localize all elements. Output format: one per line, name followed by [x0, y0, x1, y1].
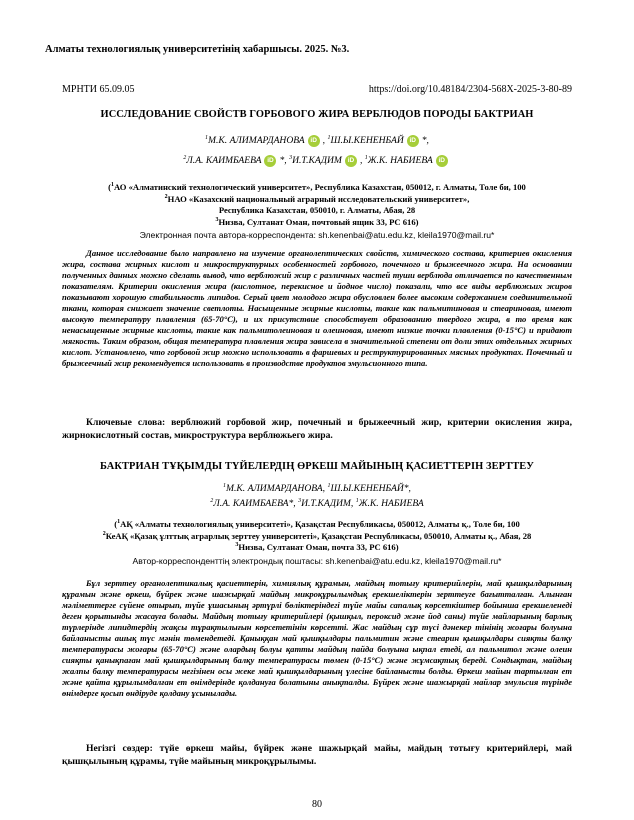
author-name: М.К. АЛИМАРДАНОВА, [226, 483, 328, 494]
orcid-icon[interactable]: iD [345, 155, 357, 167]
kz-authors-line2: $^2$Л.А. КАИМБАЕВА*, $^3$И.Т.КАДИМ, $^1$Ж.К. НАБИЕВА [210, 497, 424, 509]
kz-abstract [62, 578, 572, 700]
author-name: И.Т.КАДИМ [292, 155, 342, 167]
keywords-text: Ключевые слова: верблюжий горбовой жир, почечный и брыжеечный жир, критерии окисления жира, жирнокислотный состав, микроструктура верблюжьего жира. [62, 417, 572, 441]
keywords-text: Негізгі сөздер: түйе өркеш майы, бүйрек және шажырқай майы, майдың тотығу критерийлері, май қышқылының құрамы, түйе майының микроқұрылымы. [62, 743, 572, 767]
affiliation-line: $^3$Низва, Султанат Оман, почтовый ящик 33, PC 616) [215, 216, 419, 227]
author-name: Ш.Ы.КЕНЕНБАЙ*, [330, 483, 411, 494]
kz-title: БАКТРИАН ТҰҚЫМДЫ ТҮЙЕЛЕРДІҢ ӨРКЕШ МАЙЫНЫҢ ҚАСИЕТТЕРІН ЗЕРТТЕУ [99, 461, 535, 472]
author-sup: 1 [205, 135, 209, 142]
affiliation-line: Республика Казахстан, 050010, г. Алматы, Абая, 28 [218, 205, 416, 215]
author-name: Ж.К. НАБИЕВА [367, 155, 433, 167]
ru-affiliations [0, 182, 634, 228]
ru-authors-line2: $^2$Л.А. КАИМБАЕВА iD *, $^3$И.Т.КАДИМ iD , $^1$Ж.К. НАБИЕВА iD [0, 155, 634, 167]
ru-email: Электронная почта автора-корреспондента: sh.kenenbai@atu.edu.kz, kleila1970@mail.ru* [139, 230, 495, 240]
orcid-icon[interactable]: iD [436, 155, 448, 167]
kz-email: Автор-корреспонденттің электрондық поштасы: sh.kenenbai@atu.edu.kz, kleila1970@mail.ru* [132, 556, 502, 566]
orcid-icon[interactable]: iD [407, 135, 419, 147]
author-name: М.К. АЛИМАРДАНОВА [208, 135, 305, 147]
kz-keywords [62, 743, 572, 768]
affiliation-line: $^3$Низва, Султанат Оман, почта 33, PC 616) [235, 542, 399, 552]
page-number: 80 [312, 799, 322, 810]
author-sup: 1 [364, 155, 368, 162]
affiliation-line: ($^1$АО «Алматинский технологический университет», Республика Казахстан, 050012, г. Алматы, Толе би, 100 [108, 182, 526, 192]
doi-link[interactable]: https://doi.org/10.48184/2304-568X-2025-3-80-89 [368, 84, 572, 95]
author-name: Л.А. КАИМБАЕВА*, [213, 498, 299, 509]
author-sup: 1 [327, 135, 331, 142]
journal-header: Алматы технологиялық университетінің хабаршысы. 2025. №3. [45, 44, 350, 55]
affiliation-line: $^2$КеАҚ «Қазақ ұлттық аграрлық зерттеу университеті», Қазақстан Республикасы, 050010, Алматы қ., Абая, 28 [102, 530, 532, 541]
affiliation-line: ($^1$АҚ «Алматы технологиялық университеті», Қазақстан Республикасы, 050012, Алматы қ., Толе би, 100 [114, 519, 520, 529]
author-name: Л.А. КАИМБАЕВА [186, 155, 262, 167]
author-sup: 2 [183, 155, 187, 162]
orcid-icon[interactable]: iD [308, 135, 320, 147]
affiliation-line: $^2$НАО «Казахский национальный аграрный исследовательский университет», [164, 193, 470, 204]
author-name: Ж.К. НАБИЕВА [358, 498, 424, 509]
abstract-text: Бұл зерттеу органолептикалық қасиеттерін, химиялық құрамын, майдың тотығу критерийлерін, май қышқылдарының құрамын және өркеш, бүйрек және шажырқай майдың микроқұрылымдық ерекшеліктерін зерттеуге бағытталған. Алынған мәліметтерге сүйене отырып, түйе ұшасының әртүрлі бөліктеріндегі түйе майы сапалық көрсеткіштер бойынша ерекшеленеді деген қорытынды жасауға болады. Майдың тотығу критерийлері (қышқыл, пероксид және йод саны) түйе майларының барлық түрлерінде липидтердің жақсы тұрақтылығын көрсететінін көрсетті. Жас майдың сұр түсі дәнекер тінінің жоғары болуына байланысты ашық түс мәнін төмендетеді. Қаныққан май қышқылдары пальмитин және стеарин қышқылдары сияқты балқу температурасы жоғары (65-70°C) және олардың болуы қатты майдың пайда болуына ықпал етеді, ал пальмитол және олеин сияқты қанықпаған май қышқылдарының балқу температурасы төмен (0-15°C) және жұмсақтық береді. Сондықтан, майдың жалпы балқу температурасы негізінен осы жеке май қышқылдарының үлесіне байланысты болды. Өркеш майын тартылған ет және қайта құрылымдалған ет өнімдерінде қолдануға болатыны анықталды. Бүйрек және шажырқай майлар эмульсия түрінде өнімдерге қосып өндіруде қолдану ұсынылады. [62, 578, 572, 699]
ru-keywords [62, 417, 572, 442]
kz-authors-line1: $^1$М.К. АЛИМАРДАНОВА, $^1$Ш.Ы.КЕНЕНБАЙ*, [223, 482, 411, 494]
meta-row [62, 84, 572, 95]
ru-abstract [62, 248, 572, 370]
abstract-text: Данное исследование было направлено на изучение органолептических свойств, химического состава, критериев окисления жира, состава жирных кислот и микроструктурных особенностей горбового, почечного и брыжеечного жира. На основании полученных данных можно сделать вывод, что верблюжий жир с различных частей туши верблюда отличается по качественным показателям. Критерии окисления жира (кислотное, перекисное и йодное число) показали, что все виды верблюжьих жиров показывают хорошую стабильность липидов. Серый цвет молодого жира обусловлен более высоким содержанием соединительной ткани, которая снижает значение светлоты. Насыщенные жирные кислоты, такие как пальмитиновая и стеариновая, имеют высокую температуру плавления (65-70°C), и их присутствие способствует образованию твердого жира, в то время как ненасыщенные жирные кислоты, такие как пальмитолеиновая и олеиновая, имеют низкие точки плавления (0-15°C) и придают мягкость. Таким образом, общая температура плавления жира зависела в значительной степени от доли этих отдельных жирных кислот. Установлено, что горбовой жир можно использовать в фаршевых и реструктурированных мясных продуктах. Почечный и брыжеечный жир рекомендуется использовать в производстве продуктов эмульсионного типа. [62, 248, 572, 369]
orcid-icon[interactable]: iD [264, 155, 276, 167]
mrnti-code: МРНТИ 65.09.05 [62, 84, 135, 95]
ru-title: ИССЛЕДОВАНИЕ СВОЙСТВ ГОРБОВОГО ЖИРА ВЕРБЛЮДОВ ПОРОДЫ БАКТРИАН [100, 109, 534, 120]
ru-authors-line1: $^1$М.К. АЛИМАРДАНОВА iD , $^1$Ш.Ы.КЕНЕНБАЙ iD *, [205, 135, 429, 147]
kz-affiliations [0, 519, 634, 554]
author-name: И.Т.КАДИМ, [301, 498, 356, 509]
author-name: Ш.Ы.КЕНЕНБАЙ [330, 135, 404, 147]
author-sup: 3 [289, 155, 293, 162]
